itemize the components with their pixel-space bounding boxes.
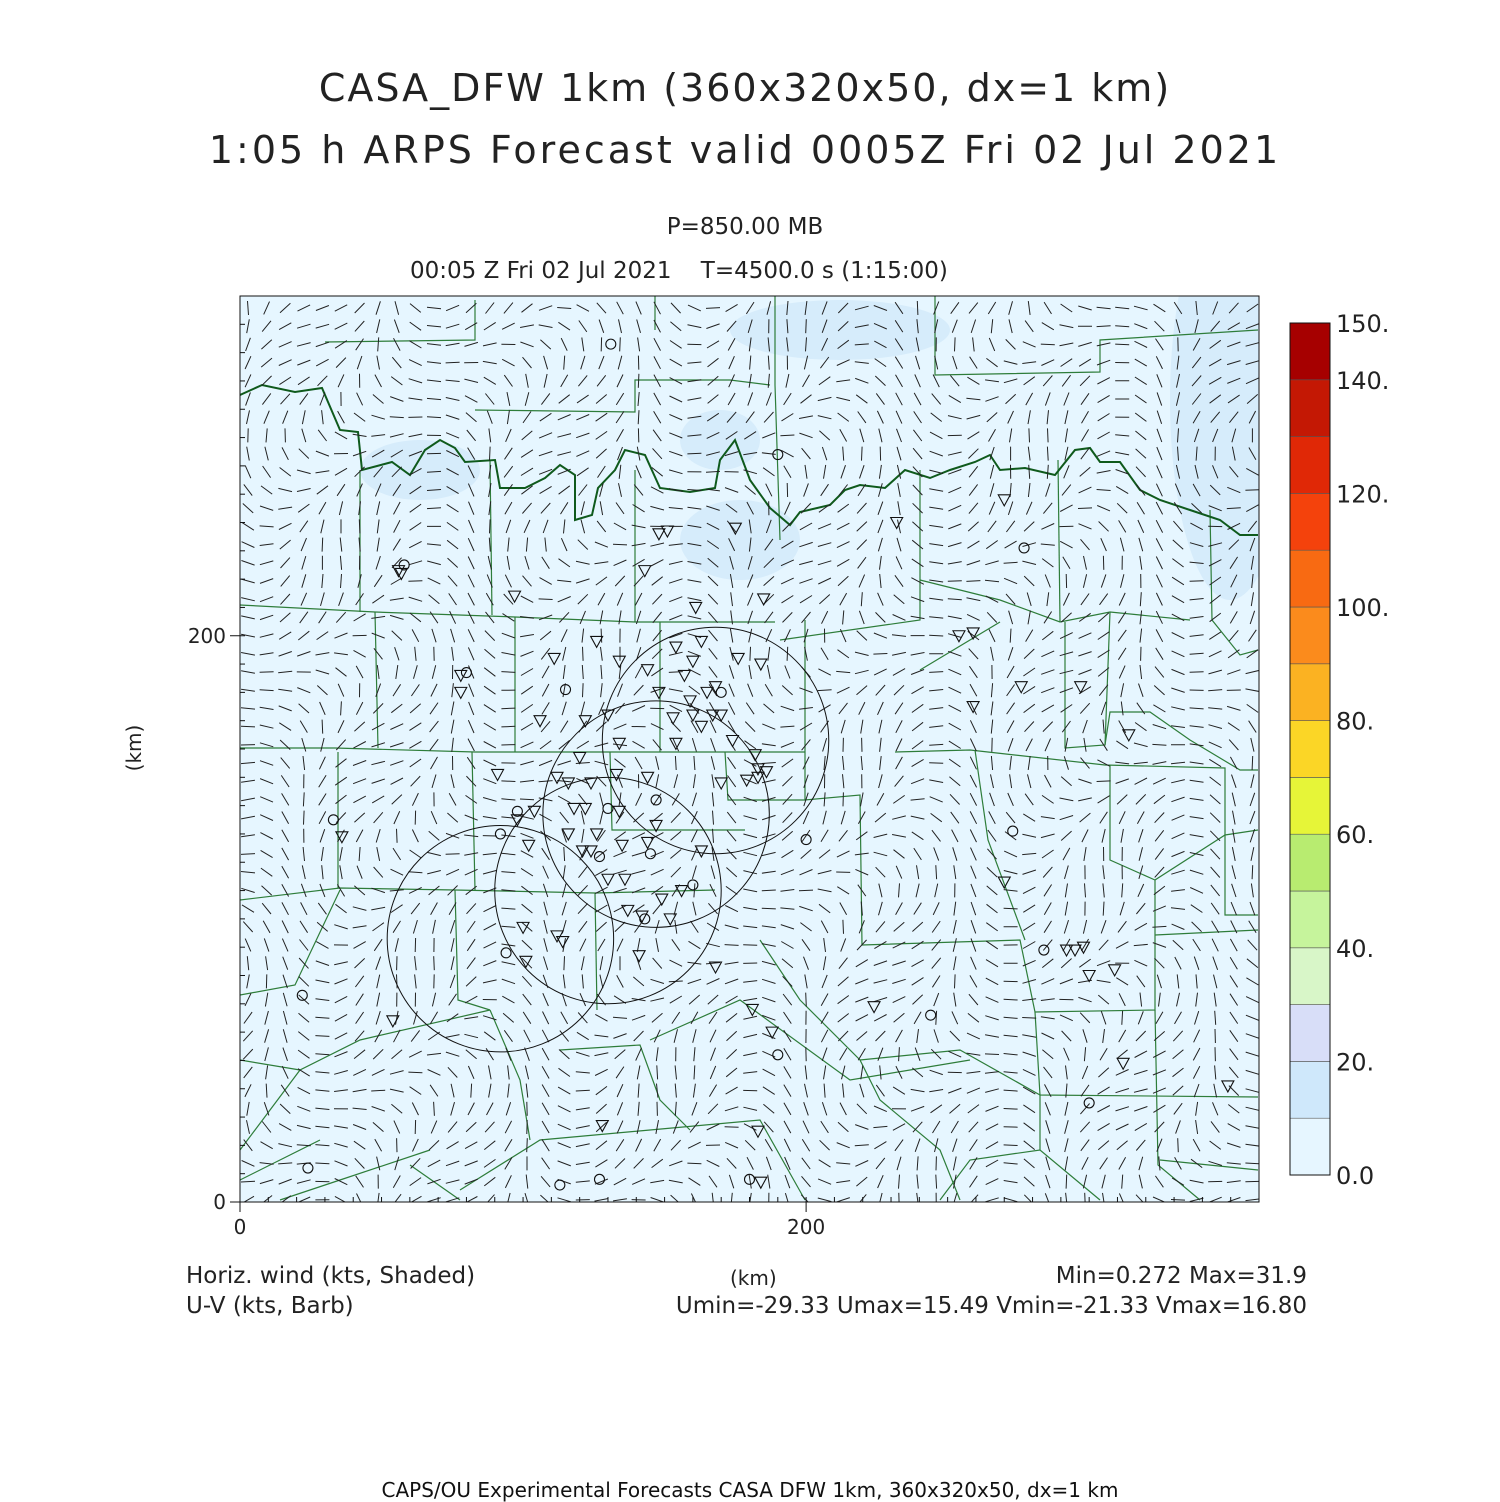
colorbar-segment	[1290, 323, 1330, 380]
colorbar-segment	[1290, 834, 1330, 891]
colorbar-segment	[1290, 777, 1330, 834]
colorbar-segment	[1290, 380, 1330, 437]
forecast-valid-title: 1:05 h ARPS Forecast valid 0005Z Fri 02 Jul 2021	[208, 128, 1282, 172]
colorbar-segment	[1290, 437, 1330, 494]
colorbar-label: 60.	[1336, 821, 1375, 850]
colorbar-segment	[1290, 1005, 1330, 1062]
pressure-level-label: P=850.00 MB	[666, 214, 824, 240]
colorbar-labels	[1336, 310, 1389, 1190]
chart-title: CASA_DFW 1km (360x320x50, dx=1 km)	[318, 66, 1172, 110]
colorbar-segment	[1290, 1061, 1330, 1118]
colorbar-segment	[1290, 493, 1330, 550]
colorbar-label: 0.0	[1336, 1162, 1375, 1190]
x-tick-label: 200	[787, 1215, 826, 1239]
colorbar-segment	[1290, 948, 1330, 1005]
colorbar-segment	[1290, 607, 1330, 664]
x-tick-label: 0	[233, 1215, 247, 1239]
credit-line: CAPS/OU Experimental Forecasts CASA DFW 1km, 360x320x50, dx=1 km	[381, 1478, 1119, 1502]
colorbar-label: 40.	[1336, 934, 1375, 963]
model-time: T=4500.0 s (1:15:00)	[700, 258, 948, 284]
valid-time: 00:05 Z Fri 02 Jul 2021	[410, 258, 672, 284]
colorbar-label: 80.	[1336, 707, 1375, 736]
x-axis-label: (km)	[730, 1266, 777, 1290]
y-axis-label: (km)	[122, 724, 146, 772]
colorbar-segment	[1290, 664, 1330, 721]
colorbar-segment	[1290, 891, 1330, 948]
uv-stats: Umin=-29.33 Umax=15.49 Vmin=-21.33 Vmax=16.80	[675, 1293, 1307, 1319]
colorbar-label: 20.	[1336, 1048, 1375, 1077]
colorbar	[1290, 323, 1330, 1175]
y-tick-label: 0	[213, 1190, 226, 1214]
min-max-stats: Min=0.272 Max=31.9	[1055, 1263, 1307, 1289]
colorbar-label: 140.	[1336, 366, 1390, 395]
vector-label: U-V (kts, Barb)	[186, 1293, 354, 1319]
colorbar-label: 150.	[1336, 310, 1390, 338]
y-tick-label: 200	[187, 623, 226, 648]
colorbar-label: 100.	[1336, 594, 1390, 622]
field-label: Horiz. wind (kts, Shaded)	[186, 1263, 476, 1289]
colorbar-label: 120.	[1336, 480, 1390, 509]
colorbar-segment	[1290, 550, 1330, 607]
colorbar-segment	[1290, 1118, 1330, 1175]
colorbar-segment	[1290, 721, 1330, 778]
